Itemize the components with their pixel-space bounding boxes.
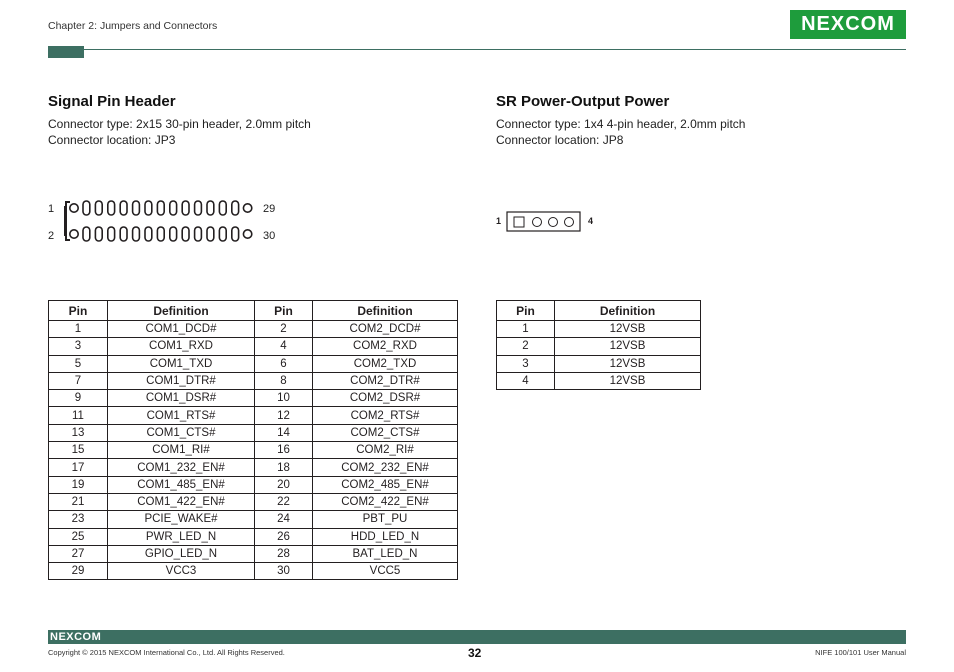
table-cell: 4 xyxy=(255,338,313,355)
table-cell: COM1_232_EN# xyxy=(108,459,255,476)
sr-section-title xyxy=(496,93,669,110)
signal-col-def-b: Definition xyxy=(313,301,458,321)
signal-pin-label-tr: 29 xyxy=(263,203,276,215)
table-cell: 15 xyxy=(49,442,108,459)
footer-bar xyxy=(48,630,906,644)
signal-pin-3 xyxy=(83,201,90,215)
sr-description xyxy=(496,116,745,148)
signal-pin-9 xyxy=(120,201,127,215)
footer-square-3 xyxy=(898,638,906,644)
table-cell: 3 xyxy=(49,338,108,355)
signal-header-pins xyxy=(64,201,252,241)
table-cell: COM1_RTS# xyxy=(108,407,255,424)
table-cell: COM1_422_EN# xyxy=(108,493,255,510)
table-cell: VCC3 xyxy=(108,563,255,580)
table-row xyxy=(49,407,458,424)
page-number: 32 xyxy=(468,646,482,660)
table-cell: 23 xyxy=(49,511,108,528)
table-cell: COM2_485_EN# xyxy=(313,476,458,493)
table-row xyxy=(49,528,458,545)
signal-table-body xyxy=(49,321,458,580)
table-cell: COM2_RXD xyxy=(313,338,458,355)
table-cell: 25 xyxy=(49,528,108,545)
sr-pin-2 xyxy=(533,218,542,227)
footer-square-1 xyxy=(890,630,897,637)
footer-copyright: Copyright © 2015 NEXCOM International Co., Ltd. All Rights Reserved. xyxy=(48,648,285,657)
table-cell: COM2_DCD# xyxy=(313,321,458,338)
signal-pin-26 xyxy=(219,227,226,241)
table-cell: 16 xyxy=(255,442,313,459)
table-cell: COM1_TXD xyxy=(108,355,255,372)
table-cell: COM1_RI# xyxy=(108,442,255,459)
table-cell: 12 xyxy=(255,407,313,424)
signal-pin-2 xyxy=(70,230,78,238)
table-cell: PCIE_WAKE# xyxy=(108,511,255,528)
signal-pin-16 xyxy=(157,227,164,241)
signal-col-pin-b: Pin xyxy=(255,301,313,321)
chapter-title: Chapter 2: Jumpers and Connectors xyxy=(48,20,218,32)
table-row xyxy=(49,355,458,372)
footer-square-2 xyxy=(890,638,897,644)
signal-pin-22 xyxy=(195,227,202,241)
table-row xyxy=(49,563,458,580)
table-cell: COM2_232_EN# xyxy=(313,459,458,476)
table-cell: COM1_RXD xyxy=(108,338,255,355)
logo-text: NEXCOM xyxy=(801,13,895,35)
table-cell: 27 xyxy=(49,545,108,562)
signal-pin-15 xyxy=(157,201,164,215)
table-cell: 21 xyxy=(49,493,108,510)
table-cell: 17 xyxy=(49,459,108,476)
sr-pin-1-square xyxy=(514,217,524,227)
table-cell: 30 xyxy=(255,563,313,580)
table-cell: 8 xyxy=(255,372,313,389)
header-tab xyxy=(48,46,84,58)
signal-pin-4 xyxy=(83,227,90,241)
table-cell: 2 xyxy=(255,321,313,338)
table-cell: 5 xyxy=(49,355,108,372)
signal-table-header-row xyxy=(49,301,458,321)
table-cell: 4 xyxy=(497,372,555,389)
table-cell: COM1_CTS# xyxy=(108,424,255,441)
table-cell: COM1_DTR# xyxy=(108,372,255,389)
signal-pin-18 xyxy=(170,227,177,241)
table-cell: VCC5 xyxy=(313,563,458,580)
header-notch xyxy=(64,206,67,236)
table-row xyxy=(497,355,701,372)
sr-pin-4 xyxy=(565,218,574,227)
table-cell: COM1_DCD# xyxy=(108,321,255,338)
table-cell: 10 xyxy=(255,390,313,407)
sr-pin-3 xyxy=(549,218,558,227)
sr-pin-label-first: 1 xyxy=(496,216,502,226)
table-cell: COM2_RTS# xyxy=(313,407,458,424)
signal-pin-24 xyxy=(207,227,214,241)
table-cell: 24 xyxy=(255,511,313,528)
table-cell: COM1_DSR# xyxy=(108,390,255,407)
signal-connector-location: Connector location: JP3 xyxy=(48,133,176,147)
signal-pin-14 xyxy=(145,227,152,241)
signal-pin-8 xyxy=(108,227,115,241)
table-cell: 12VSB xyxy=(555,338,701,355)
signal-title: Signal Pin Header xyxy=(48,93,176,110)
table-cell: COM2_TXD xyxy=(313,355,458,372)
table-cell: 18 xyxy=(255,459,313,476)
signal-pin-13 xyxy=(145,201,152,215)
table-row xyxy=(49,372,458,389)
table-cell: 12VSB xyxy=(555,321,701,338)
table-row xyxy=(49,442,458,459)
table-cell: 26 xyxy=(255,528,313,545)
table-cell: 9 xyxy=(49,390,108,407)
table-row xyxy=(49,493,458,510)
table-cell: COM2_CTS# xyxy=(313,424,458,441)
sr-pin-label-last: 4 xyxy=(588,216,594,226)
sr-col-def: Definition xyxy=(555,301,701,321)
table-cell: 1 xyxy=(497,321,555,338)
signal-pin-17 xyxy=(170,201,177,215)
sr-col-pin: Pin xyxy=(497,301,555,321)
table-cell: HDD_LED_N xyxy=(313,528,458,545)
sr-table-body xyxy=(497,321,701,390)
signal-pin-20 xyxy=(182,227,189,241)
header-rule xyxy=(48,49,906,50)
signal-header-diagram xyxy=(60,196,260,246)
signal-pin-label-tl: 1 xyxy=(48,203,55,215)
signal-col-def-a: Definition xyxy=(108,301,255,321)
table-cell: COM1_485_EN# xyxy=(108,476,255,493)
table-cell: GPIO_LED_N xyxy=(108,545,255,562)
table-cell: 19 xyxy=(49,476,108,493)
signal-pin-6 xyxy=(95,227,102,241)
table-row xyxy=(49,424,458,441)
table-cell: PWR_LED_N xyxy=(108,528,255,545)
table-cell: 12VSB xyxy=(555,355,701,372)
signal-section-title xyxy=(48,93,176,110)
table-cell: PBT_PU xyxy=(313,511,458,528)
table-cell: 11 xyxy=(49,407,108,424)
manual-title: NIFE 100/101 User Manual xyxy=(815,648,906,657)
table-cell: 13 xyxy=(49,424,108,441)
table-cell: 22 xyxy=(255,493,313,510)
table-row xyxy=(49,390,458,407)
table-row xyxy=(49,321,458,338)
signal-pin-10 xyxy=(120,227,127,241)
signal-pin-1 xyxy=(70,204,78,212)
table-cell: 3 xyxy=(497,355,555,372)
signal-pin-21 xyxy=(195,201,202,215)
table-row xyxy=(497,338,701,355)
signal-pin-12 xyxy=(133,227,140,241)
sr-pin-table xyxy=(496,300,701,390)
table-row xyxy=(497,372,701,389)
table-row xyxy=(49,511,458,528)
table-cell: 29 xyxy=(49,563,108,580)
signal-pin-30 xyxy=(243,230,251,238)
signal-pin-7 xyxy=(108,201,115,215)
table-row xyxy=(49,476,458,493)
table-cell: 20 xyxy=(255,476,313,493)
signal-description xyxy=(48,116,311,148)
sr-connector-location: Connector location: JP8 xyxy=(496,133,624,147)
signal-pin-19 xyxy=(182,201,189,215)
table-row xyxy=(49,545,458,562)
table-row xyxy=(497,321,701,338)
table-cell: 7 xyxy=(49,372,108,389)
signal-pin-label-bl: 2 xyxy=(48,230,55,242)
signal-pin-table xyxy=(48,300,458,580)
sr-title: SR Power-Output Power xyxy=(496,93,670,110)
signal-pin-29 xyxy=(243,204,251,212)
table-row xyxy=(49,459,458,476)
table-row xyxy=(49,338,458,355)
signal-col-pin-a: Pin xyxy=(49,301,108,321)
table-cell: BAT_LED_N xyxy=(313,545,458,562)
signal-pin-label-br: 30 xyxy=(263,230,276,242)
signal-pin-23 xyxy=(207,201,214,215)
signal-connector-type: Connector type: 2x15 30-pin header, 2.0mm pitch xyxy=(48,117,311,131)
table-cell: COM2_DSR# xyxy=(313,390,458,407)
sr-connector-type: Connector type: 1x4 4-pin header, 2.0mm pitch xyxy=(496,117,746,131)
signal-pin-25 xyxy=(219,201,226,215)
table-cell: 2 xyxy=(497,338,555,355)
footer-logo: NEXCOM xyxy=(50,631,102,643)
nexcom-logo xyxy=(790,10,906,39)
table-cell: COM2_DTR# xyxy=(313,372,458,389)
table-cell: 6 xyxy=(255,355,313,372)
signal-pin-28 xyxy=(232,227,239,241)
signal-pin-11 xyxy=(133,201,140,215)
table-cell: 1 xyxy=(49,321,108,338)
signal-pin-27 xyxy=(232,201,239,215)
table-cell: 12VSB xyxy=(555,372,701,389)
table-cell: COM2_422_EN# xyxy=(313,493,458,510)
sr-table-header-row xyxy=(497,301,701,321)
table-cell: 28 xyxy=(255,545,313,562)
sr-header-diagram xyxy=(506,211,582,233)
table-cell: 14 xyxy=(255,424,313,441)
signal-pin-5 xyxy=(95,201,102,215)
table-cell: COM2_RI# xyxy=(313,442,458,459)
